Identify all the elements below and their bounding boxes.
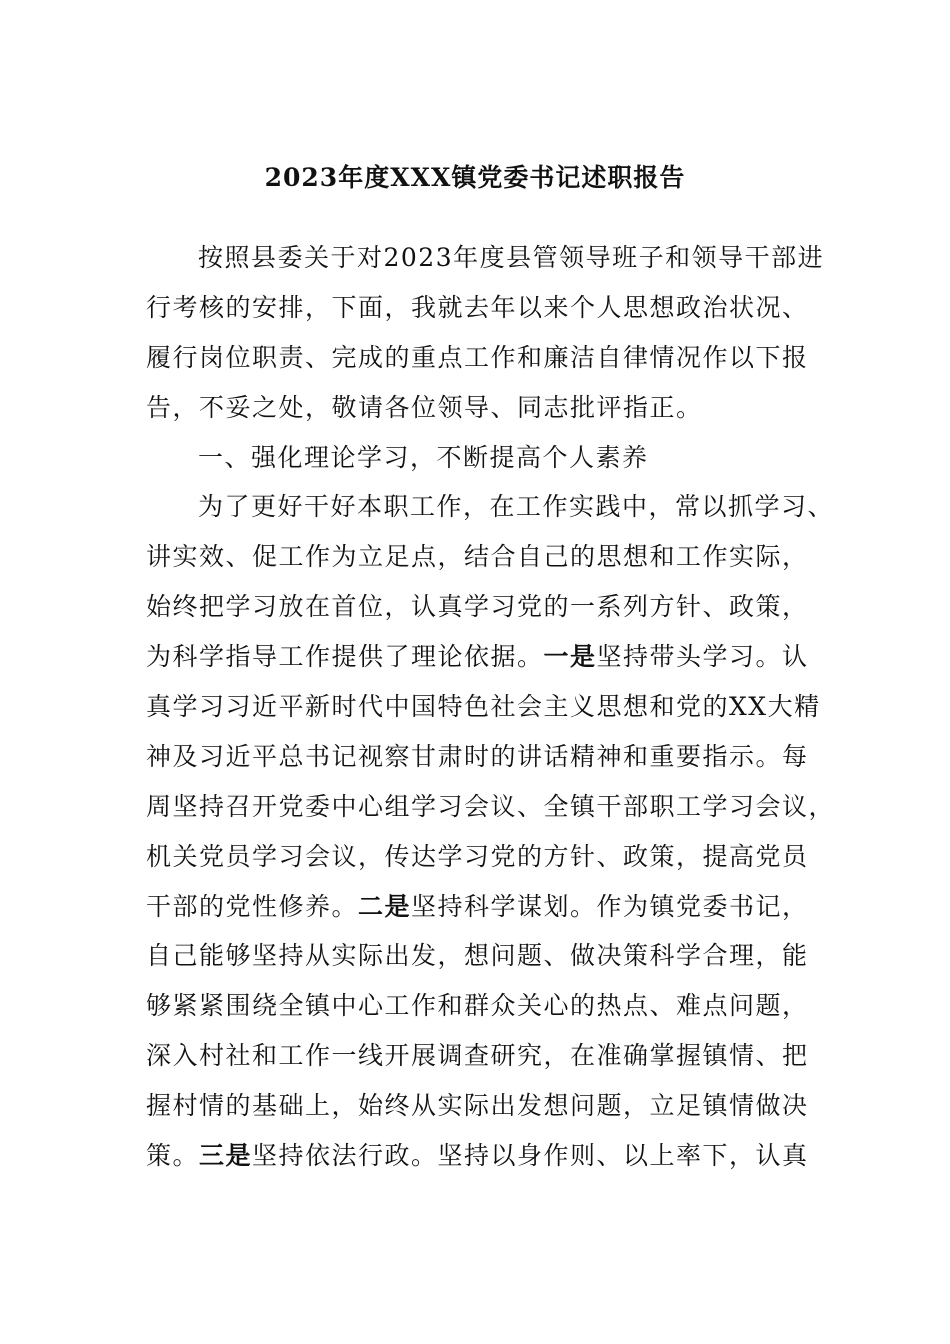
paragraph-line: 讲实效、促工作为立足点，结合自己的思想和工作实际， bbox=[146, 542, 809, 572]
paragraph-line: 深入村社和工作一线开展调查研究，在准确掌握镇情、把 bbox=[146, 1041, 809, 1071]
paragraph-line: 自己能够坚持从实际出发，想问题、做决策科学合理，能 bbox=[146, 941, 809, 971]
document-body bbox=[146, 233, 836, 1181]
paragraph-line: 神及习近平总书记视察甘肃时的讲话精神和重要指示。每 bbox=[146, 741, 809, 771]
section-heading: 一、强化理论学习，不断提高个人素养 bbox=[198, 442, 649, 472]
paragraph-line: 履行岗位职责、完成的重点工作和廉洁自律情况作以下报 bbox=[146, 342, 809, 372]
paragraph-line: 告，不妥之处，敬请各位领导、同志批评指正。 bbox=[146, 392, 703, 422]
lead-label-second: 二是 bbox=[358, 891, 412, 921]
paragraph-line bbox=[146, 882, 809, 932]
line-text: 坚持科学谋划。作为镇党委书记， bbox=[411, 891, 809, 921]
paragraph-line bbox=[146, 1131, 809, 1181]
lead-label-first: 一是 bbox=[543, 642, 597, 672]
line-text: 策。 bbox=[146, 1141, 200, 1171]
line-text: 坚持带头学习。认 bbox=[596, 642, 809, 672]
line-text: 为科学指导工作提供了理论依据。 bbox=[146, 642, 544, 672]
lead-label-third: 三是 bbox=[199, 1141, 253, 1171]
document-title: 2023年度XXX镇党委书记述职报告 bbox=[264, 163, 686, 192]
paragraph-line: 按照县委关于对2023年度县管领导班子和领导干部进 bbox=[198, 243, 825, 272]
line-text: 干部的党性修养。 bbox=[146, 891, 359, 921]
paragraph-line: 为了更好干好本职工作，在工作实践中，常以抓学习、 bbox=[198, 492, 835, 522]
paragraph-line: 周坚持召开党委中心组学习会议、全镇干部职工学习会议， bbox=[146, 791, 836, 821]
paragraph-line: 行考核的安排，下面，我就去年以来个人思想政治状况、 bbox=[146, 292, 809, 322]
paragraph-line: 机关党员学习会议，传达学习党的方针、政策，提高党员 bbox=[146, 841, 809, 871]
paragraph-line: 真学习习近平新时代中国特色社会主义思想和党的XX大精 bbox=[146, 692, 821, 722]
paragraph-line bbox=[146, 632, 809, 682]
line-text: 坚持依法行政。坚持以身作则、以上率下，认真 bbox=[252, 1141, 809, 1171]
paragraph-line: 始终把学习放在首位，认真学习党的一系列方针、政策， bbox=[146, 592, 809, 622]
paragraph-line: 够紧紧围绕全镇中心工作和群众关心的热点、难点问题， bbox=[146, 991, 809, 1021]
paragraph-line: 握村情的基础上，始终从实际出发想问题，立足镇情做决 bbox=[146, 1091, 809, 1121]
